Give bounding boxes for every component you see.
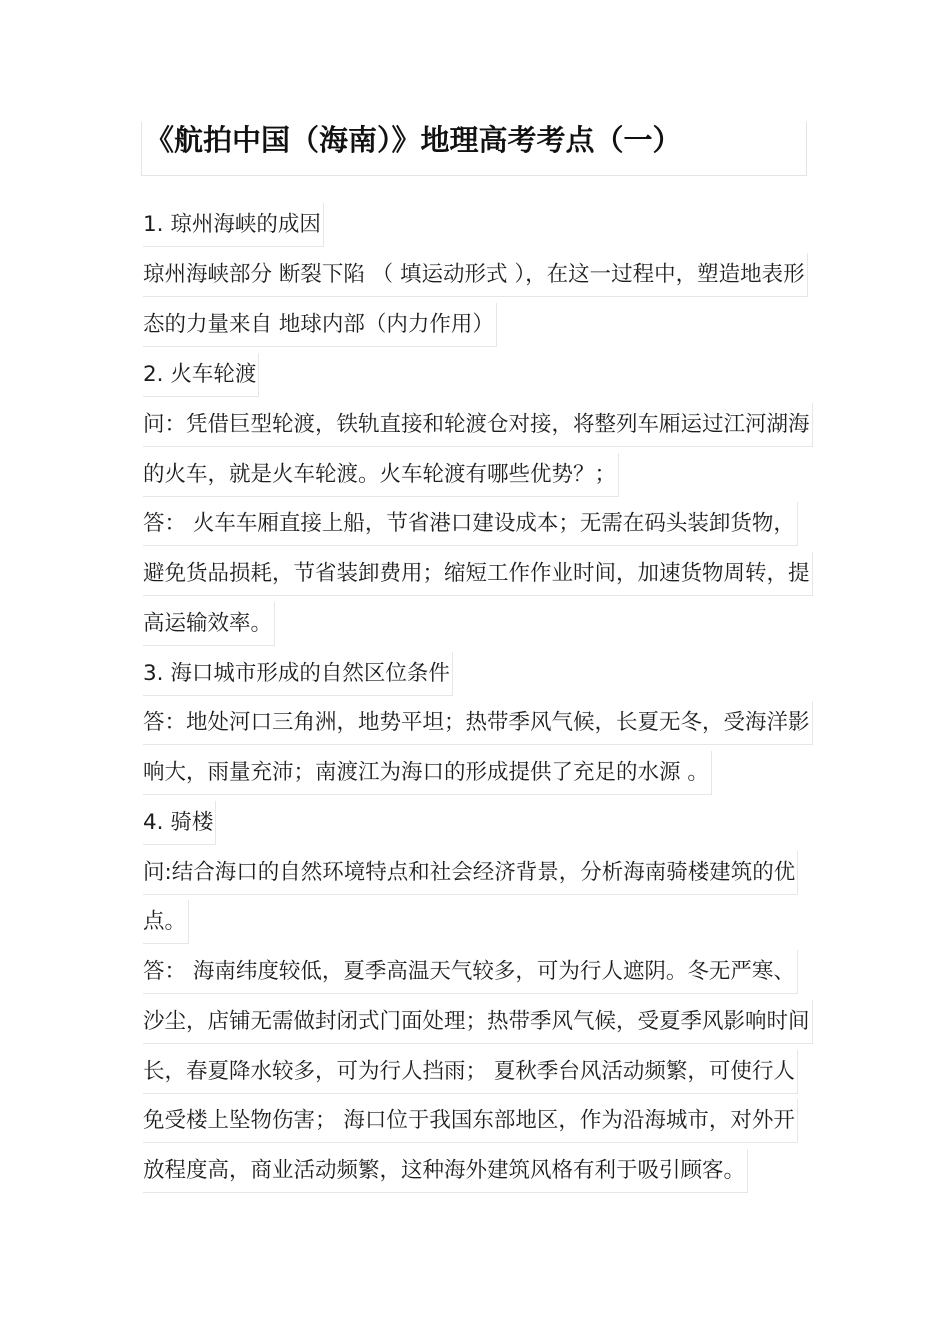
text-line: 答： 火车车厢直接上船，节省港口建设成本；无需在码头装卸货物， bbox=[143, 506, 797, 542]
text-line: 问：凭借巨型轮渡，铁轨直接和轮渡仓对接，将整列车厢运过江河湖海 bbox=[143, 407, 812, 443]
section-heading-4: 4. 骑楼 bbox=[143, 805, 215, 841]
text-line: 长，春夏降水较多，可为行人挡雨； 夏秋季台风活动频繁，可使行人 bbox=[143, 1054, 797, 1090]
section-heading-3: 3. 海口城市形成的自然区位条件 bbox=[143, 656, 452, 692]
text-line: 沙尘，店铺无需做封闭式门面处理；热带季风气候，受夏季风影响时间 bbox=[143, 1004, 812, 1040]
text-line: 响大，雨量充沛；南渡江为海口的形成提供了充足的水源 。 bbox=[143, 755, 711, 791]
text-line: 答： 海南纬度较低，夏季高温天气较多，可为行人遮阴。冬无严寒、 bbox=[143, 954, 797, 990]
text-line: 免受楼上坠物伤害； 海口位于我国东部地区，作为沿海城市，对外开 bbox=[143, 1103, 797, 1139]
text-line: 避免货品损耗，节省装卸费用；缩短工作作业时间，加速货物周转，提 bbox=[143, 556, 812, 592]
text-line: 琼州海峡部分 断裂下陷 （ 填运动形式 ），在这一过程中，塑造地表形 bbox=[143, 257, 807, 293]
text-line: 的火车，就是火车轮渡。火车轮渡有哪些优势？； bbox=[143, 457, 618, 493]
page-title: 《航拍中国（海南）》地理高考考点（一） bbox=[145, 123, 682, 157]
text-line: 态的力量来自 地球内部（内力作用） bbox=[143, 307, 496, 343]
text-line: 放程度高，商业活动频繁，这种海外建筑风格有利于吸引顾客。 bbox=[143, 1153, 747, 1189]
text-line: 点。 bbox=[143, 904, 188, 940]
text-line: 高运输效率。 bbox=[143, 606, 274, 642]
section-heading-1: 1. 琼州海峡的成因 bbox=[143, 207, 323, 243]
text-line: 答：地处河口三角洲，地势平坦；热带季风气候，长夏无冬，受海洋影 bbox=[143, 705, 812, 741]
text-line: 问:结合海口的自然环境特点和社会经济背景，分析海南骑楼建筑的优 bbox=[143, 855, 797, 891]
section-heading-2: 2. 火车轮渡 bbox=[143, 357, 258, 393]
